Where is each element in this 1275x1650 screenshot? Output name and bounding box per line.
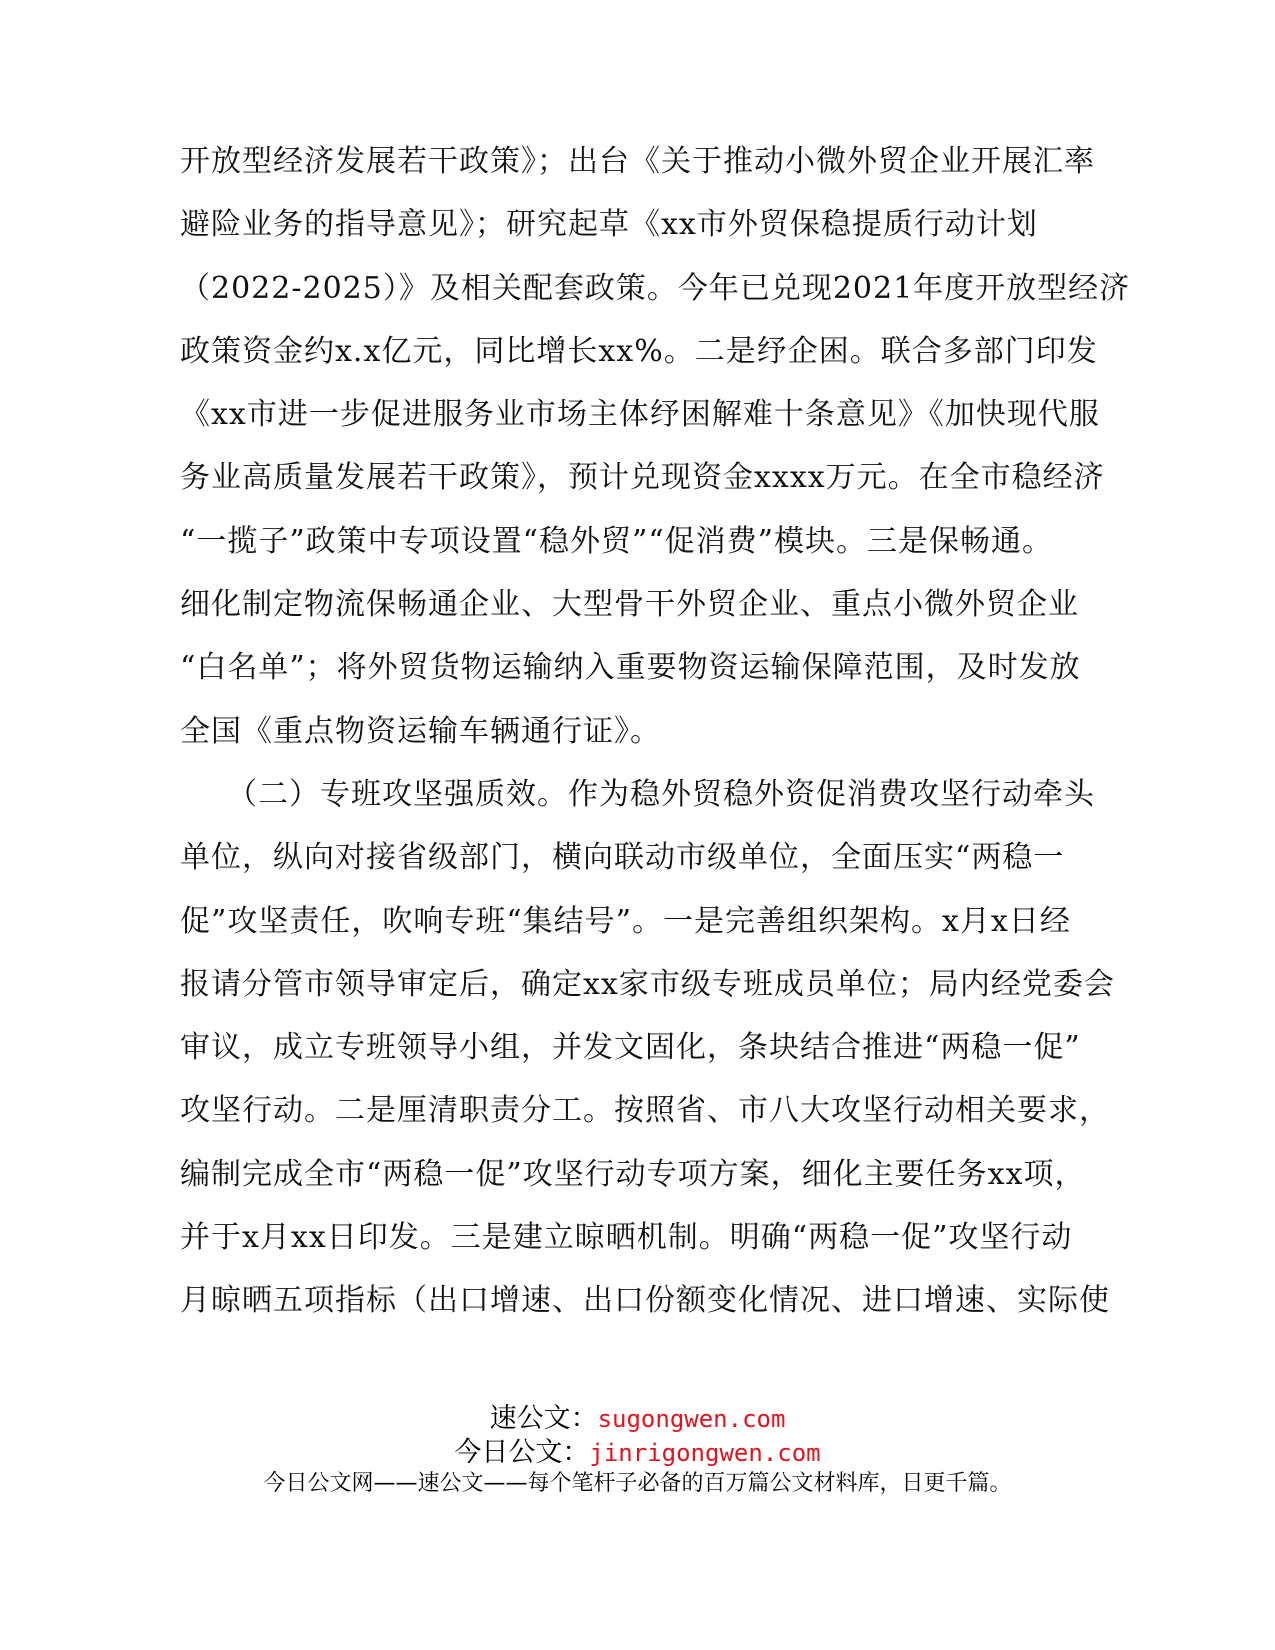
document-body xyxy=(180,140,1131,1343)
body-line: 单位，纵向对接省级部门，横向联动市级单位，全面压实“两稳一 xyxy=(180,840,1065,876)
body-line: 攻坚行动。二是厘清职责分工。按照省、市八大攻坚行动相关要求， xyxy=(180,1093,1110,1129)
jinrigongwen-link[interactable]: jinrigongwen.com xyxy=(589,1439,821,1467)
body-line: “一揽子”政策中专项设置“稳外贸”“促消费”模块。三是保畅通。 xyxy=(180,523,1054,559)
body-line: 细化制定物流保畅通企业、大型骨干外贸企业、重点小微外贸企业 xyxy=(180,587,1079,623)
body-line: 开放型经济发展若干政策》；出台《关于推动小微外贸企业开展汇率 xyxy=(180,144,1095,179)
footer-jinrigongwen xyxy=(0,1430,1275,1469)
body-line: 审议，成立专班领导小组，并发文固化，条块结合推进“两稳一促” xyxy=(180,1030,1081,1066)
body-line: 编制完成全市“两稳一促”攻坚行动专项方案，细化主要任务xx项， xyxy=(180,1156,1086,1192)
body-line: 全国《重点物资运输车辆通行证》。 xyxy=(180,713,661,749)
footer-label-jinrigongwen: 今日公文： xyxy=(454,1437,590,1468)
body-line: 月晾晒五项指标（出口增速、出口份额变化情况、进口增速、实际使 xyxy=(180,1283,1110,1319)
body-line: 政策资金约x.x亿元，同比增长xx%。二是纾企困。联合多部门印发 xyxy=(180,333,1098,369)
footer-tagline: 今日公文网——速公文——每个笔杆子必备的百万篇公文材料库，日更千篇。 xyxy=(263,1471,1012,1496)
footer-label-sugongwen: 速公文： xyxy=(489,1403,598,1434)
body-line: 务业高质量发展若干政策》，预计兑现资金xxxx万元。在全市稳经济 xyxy=(180,460,1105,496)
body-line: （2022-2025）》及相关配套政策。今年已兑现2021年度开放型经济 xyxy=(180,270,1131,306)
body-line: 并于x月xx日印发。三是建立晾晒机制。明确“两稳一促”攻坚行动 xyxy=(180,1220,1073,1256)
sugongwen-link[interactable]: sugongwen.com xyxy=(597,1405,786,1433)
body-line: （二）专班攻坚强质效。作为稳外贸稳外资促消费攻坚行动牵头 xyxy=(180,776,1095,812)
body-line: 报请分管市领导审定后，确定xx家市级专班成员单位；局内经党委会 xyxy=(180,966,1115,1002)
body-line: “白名单”；将外贸货物运输纳入重要物资运输保障范围，及时发放 xyxy=(180,650,1081,686)
body-line: 促”攻坚责任，吹响专班“集结号”。一是完善组织架构。x月x日经 xyxy=(180,903,1071,939)
body-line: 《xx市进一步促进服务业市场主体纾困解难十条意见》《加快现代服 xyxy=(180,397,1100,433)
body-line: 避险业务的指导意见》；研究起草《xx市外贸保稳提质行动计划 xyxy=(180,207,1038,243)
